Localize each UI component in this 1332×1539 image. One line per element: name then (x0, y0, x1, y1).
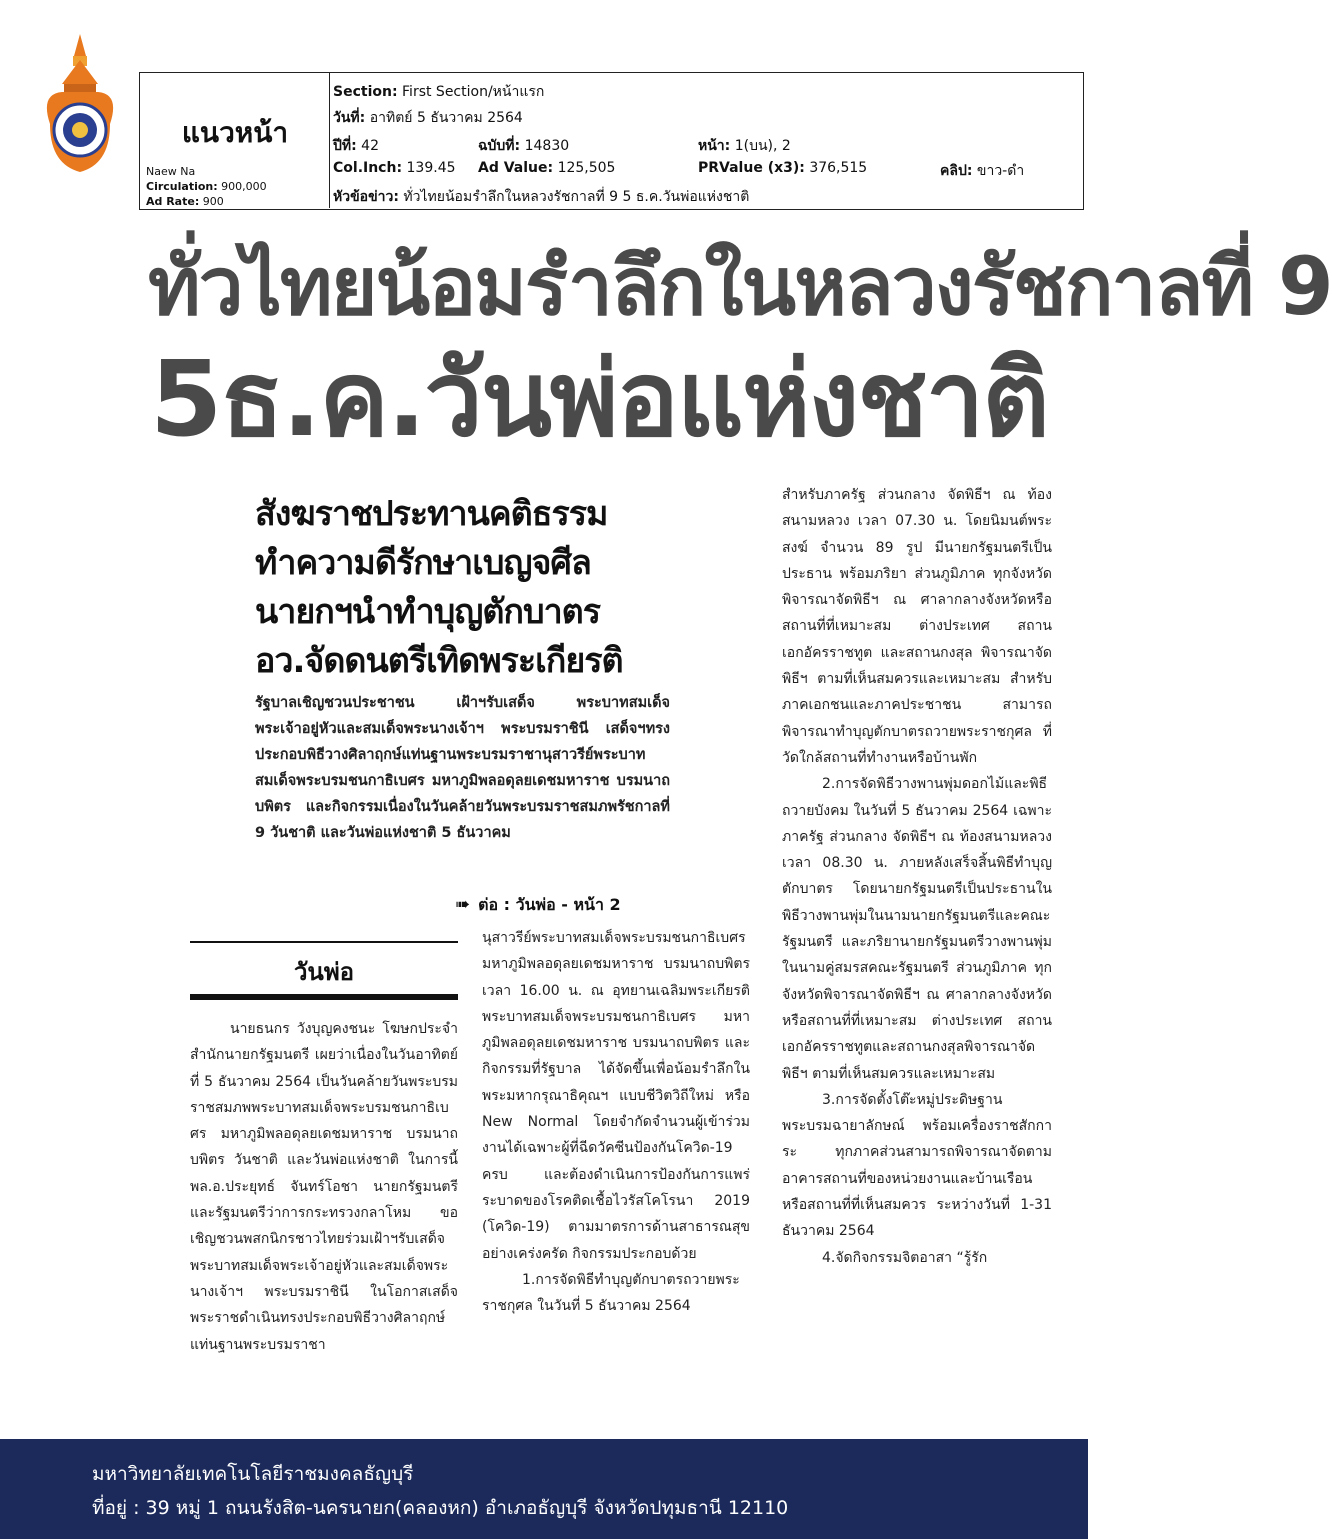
paragraph: นุสาวรีย์พระบาทสมเด็จพระบรมชนกาธิเบศร มหาภูมิพลอดุลยเดชมหาราช บรมนาถบพิตร เวลา 16.00 น. ณ อุทยานเฉลิมพระเกียรติพระบาทสมเด็จพระบรมชนกาธิเบศร มหาภูมิพลอดุลยเดชมหาราช บรมนาถบพิตร และกิจกรรมที่รัฐบาล ได้จัดขึ้นเพื่อน้อมรำลึกในพระมหากรุณาธิคุณฯ แบบชีวิตวิถีใหม่ หรือ New Normal โดยจำกัดจำนวนผู้เข้าร่วมงานได้เฉพาะผู้ที่ฉีดวัคซีนป้องกันโควิด-19 ครบ และต้องดำเนินการป้องกันการแพร่ระบาดของโรคติดเชื้อไวรัสโคโรนา 2019 (โควิด-19) ตามมาตรการด้านสาธารณสุขอย่างเคร่งครัด กิจกรรมประกอบด้วย (482, 930, 750, 1262)
footer-address: ที่อยู่ : 39 หมู่ 1 ถนนรังสิต-นครนายก(คลองหก) อำเภอธัญบุรี จังหวัดปทุมธานี 12110 (92, 1497, 789, 1519)
paper-info-panel (140, 73, 330, 208)
headline-field: หัวข้อข่าว: ทั่วไทยน้อมรำลึกในหลวงรัชกาลที่ 9 5 ธ.ค.วันพ่อแห่งชาติ (333, 189, 750, 205)
footer-banner (0, 1439, 1088, 1539)
clipping-info-box (139, 72, 1084, 210)
page-field: หน้า: 1(บน), 2 (698, 138, 791, 154)
circulation: Circulation: 900,000 (146, 180, 267, 193)
article-column-3 (782, 482, 1052, 1271)
prvalue-field: PRValue (x3): 376,515 (698, 160, 868, 176)
issue-field: ฉบับที่: 14830 (478, 138, 570, 154)
clip-field: คลิป: ขาว-ดำ (940, 163, 1025, 179)
paragraph: นายธนกร วังบุญคงชนะ โฆษกประจำสำนักนายกรัฐมนตรี เผยว่าเนื่องในวันอาทิตย์ที่ 5 ธันวาคม 2564 เป็นวันคล้ายวันพระบรมราชสมภพพระบาทสมเด็จพระบรมชนกาธิเบศร มหาภูมิพลอดุลยเดชมหาราช บรมนาถบพิตร วันชาติ และวันพ่อแห่งชาติ ในการนี้ พล.อ.ประยุทธ์ จันทร์โอชา นายกรัฐมนตรีและรัฐมนตรีว่าการกระทรวงกลาโหม ขอเชิญชวนพสกนิกรชาวไทยร่วมเฝ้าฯรับเสด็จพระบาทสมเด็จพระเจ้าอยู่หัวและสมเด็จพระนางเจ้าฯ พระบรมราชินี ในโอกาสเสด็จพระราชดำเนินทรงประกอบพิธีวางศิลาฤกษ์แท่นฐานพระบรมราชา (190, 1021, 458, 1353)
section-title: วันพ่อ (293, 958, 355, 986)
paragraph: 3.การจัดตั้งโต๊ะหมู่ประดิษฐานพระบรมฉายาลักษณ์ พร้อมเครื่องราชสักการะ ทุกภาคส่วนสามารถพิจารณาจัดตามอาคารสถานที่ของหน่วยงานและบ้านเรือน หรือสถานที่ที่เห็นสมควร ระหว่างวันที่ 1-31 ธันวาคม 2564 (782, 1091, 1052, 1240)
main-headline-line1: ทั่วไทยน้อมรำลึกในหลวงรัชกาลที่ 9 (148, 240, 1332, 333)
date-field: วันที่: อาทิตย์ 5 ธันวาคม 2564 (333, 110, 523, 126)
sub-headline-line: นายกฯนำทำบุญตักบาตร (255, 592, 601, 632)
advalue-field: Ad Value: 125,505 (478, 160, 616, 176)
article-column-1 (190, 1016, 458, 1358)
paper-name-en: Naew Na (146, 165, 196, 178)
ad-rate: Ad Rate: 900 (146, 195, 224, 208)
paragraph: 2.การจัดพิธีวางพานพุ่มดอกไม้และพิธีถวายบังคม ในวันที่ 5 ธันวาคม 2564 เฉพาะภาครัฐ ส่วนกลาง จัดพิธีฯ ณ ท้องสนามหลวง เวลา 08.30 น. ภายหลังเสร็จสิ้นพิธีทำบุญตักบาตร โดยนายกรัฐมนตรีเป็นประธานในพิธีวางพานพุ่มในนามนายกรัฐมนตรีและคณะรัฐมนตรี และภริยานายกรัฐมนตรีวางพานพุ่มในนามคู่สมรสคณะรัฐมนตรี ส่วนภูมิภาค ทุกจังหวัดพิจารณาจัดพิธีฯ ณ ศาลากลางจังหวัดหรือสถานที่ที่เหมาะสม ต่างประเทศ สถานเอกอัครราชทูตและสถานกงสุลพิจารณาจัดพิธีฯ ตามที่เห็นสมควรและเหมาะสม (782, 776, 1052, 1082)
article-column-2 (482, 925, 750, 1319)
lead-paragraph: รัฐบาลเชิญชวนประชาชน เฝ้าฯรับเสด็จ พระบาทสมเด็จพระเจ้าอยู่หัวและสมเด็จพระนางเจ้าฯ พระบรมราชินี เสด็จฯทรงประกอบพิธีวางศิลาฤกษ์แท่นฐานพระบรมราชานุสาวรีย์พระบาทสมเด็จพระบรมชนกาธิเบศร มหาภูมิพลอดุลยเดชมหาราช บรมนาถบพิตร และกิจกรรมเนื่องในวันคล้ายวันพระบรมราชสมภพรัชกาลที่ 9 วันชาติ และวันพ่อแห่งชาติ 5 ธันวาคม (255, 695, 670, 841)
continued-note: ➠ ต่อ : วันพ่อ - หน้า 2 (455, 894, 621, 915)
paragraph: 1.การจัดพิธีทำบุญตักบาตรถวายพระราชกุศล ในวันที่ 5 ธันวาคม 2564 (482, 1271, 740, 1315)
sub-headline-line: สังฆราชประทานคติธรรม (255, 494, 608, 534)
year-field: ปีที่: 42 (333, 138, 379, 154)
footer-university-name: มหาวิทยาลัยเทคโนโลยีราชมงคลธัญบุรี (92, 1463, 414, 1485)
university-emblem-icon (40, 34, 120, 174)
section-field: Section: First Section/หน้าแรก (333, 84, 545, 100)
paper-name: แนวหน้า (181, 116, 289, 149)
paragraph: สำหรับภาครัฐ ส่วนกลาง จัดพิธีฯ ณ ท้องสนามหลวง เวลา 07.30 น. โดยนิมนต์พระสงฆ์ จำนวน 89 รูป มีนายกรัฐมนตรีเป็นประธาน พร้อมภริยา ส่วนภูมิภาค ทุกจังหวัดพิจารณาจัดพิธีฯ ณ ศาลากลางจังหวัดหรือสถานที่ที่เหมาะสม ต่างประเทศ สถานเอกอัครราชทูต และสถานกงสุล พิจารณาจัดพิธีฯ ตามที่เห็นสมควรและเหมาะสม สำหรับภาคเอกชนและภาคประชาชน สามารถพิจารณาทำบุญตักบาตรถวายพระราชกุศล ที่วัดใกล้สถานที่ทำงานหรือบ้านพัก (782, 487, 1052, 766)
main-headline-line2: 5ธ.ค.วันพ่อแห่งชาติ (150, 338, 1048, 460)
colinch-field: Col.Inch: 139.45 (333, 160, 456, 176)
divider (190, 941, 458, 943)
paragraph: 4.จัดกิจกรรมจิตอาสา “รู้รัก (822, 1249, 988, 1266)
section-header (190, 941, 458, 999)
divider (190, 994, 458, 1000)
sub-headline-line: ทำความดีรักษาเบญจศีล (255, 543, 591, 583)
sub-headline (255, 490, 685, 686)
arrow-right-icon: ➠ (455, 894, 471, 915)
sub-headline-line: อว.จัดดนตรีเทิดพระเกียรติ (255, 641, 623, 681)
